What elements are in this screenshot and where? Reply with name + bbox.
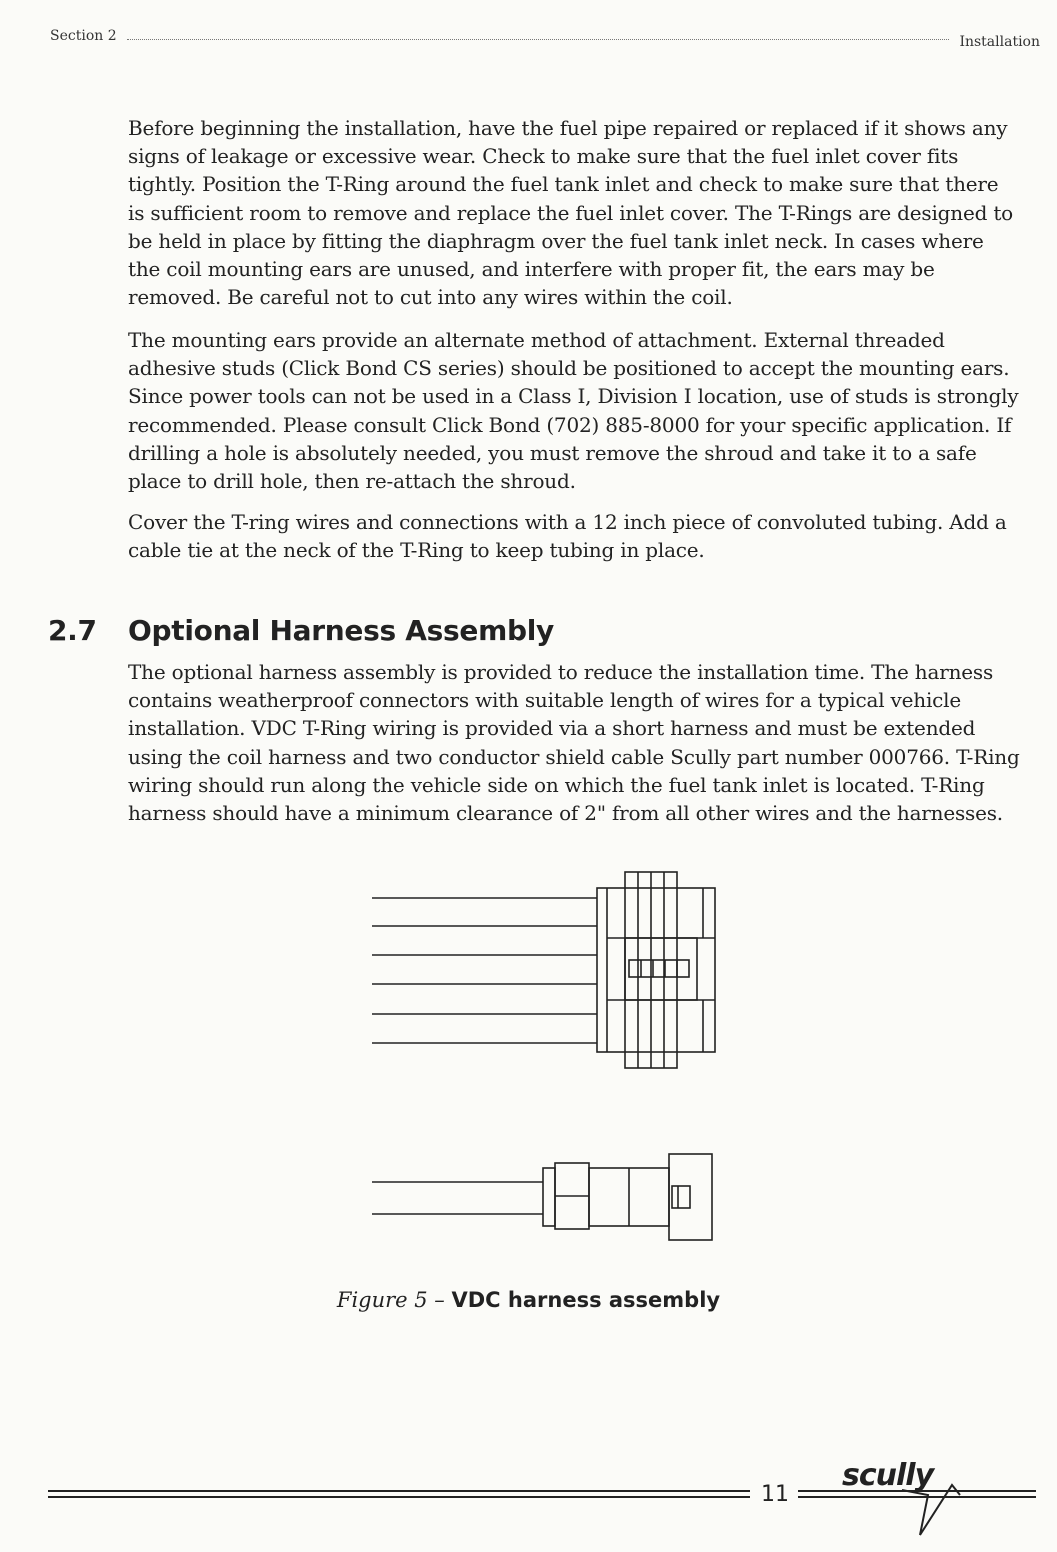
header-title: Installation xyxy=(959,34,1040,50)
paragraph-convoluted-tubing: Cover the T-ring wires and connections with a 12 inch piece of convoluted tubing. Add a cable tie at the neck of the T-Ring to keep tubing in place. xyxy=(128,510,1007,563)
figure-label: Figure 5 – xyxy=(336,1288,445,1312)
page-number: 11 xyxy=(761,1482,789,1507)
header-section: Section 2 xyxy=(50,28,117,44)
harness-connector-bottom xyxy=(372,1154,712,1240)
section-title: Optional Harness Assembly xyxy=(128,614,554,647)
scully-logo-text: scully xyxy=(842,1458,934,1493)
footer-rule-left xyxy=(48,1490,750,1498)
section-number: 2.7 xyxy=(48,614,97,647)
section-body: The optional harness assembly is provided to reduce the installation time. The harness contains weatherproof connectors with suitable length of wires for a typical vehicle installation. VDC T-Ring wiring is provided via a short harness and must be extended using the coil harness and two conductor shield cable Scully part number 000766. T-Ring wiring should run along the vehicle side on which the fuel tank inlet is located. T-Ring harness should have a minimum clearance of 2" from all other wires and the harnesses. xyxy=(128,660,1020,826)
harness-connector-top xyxy=(372,872,715,1068)
figure-title: VDC harness assembly xyxy=(451,1288,721,1312)
scully-logo-icon xyxy=(900,1455,980,1545)
figure-caption xyxy=(0,1288,1057,1312)
paragraph-mounting-ears: The mounting ears provide an alternate method of attachment. External threaded adhesive studs (Click Bond CS series) should be positioned to accept the mounting ears. Since power tools can not be used in a Class I, Division I location, use of studs is strongly recommended. Please consult Click Bond (702) 885-8000 for your specific application. If drilling a hole is absolutely needed, you must remove the shroud and take it to a safe place to drill hole, then re-attach the shroud. xyxy=(128,328,1019,494)
paragraph-fuel-pipe: Before beginning the installation, have the fuel pipe repaired or replaced if it shows any signs of leakage or excessive wear. Check to make sure that the fuel inlet cover fits tightly. Position the T-Ring around the fuel tank inlet and check to make sure that there is sufficient room to remove and replace the fuel inlet cover. The T-Rings are designed to be held in place by fitting the diaphragm over the fuel tank inlet neck. In cases where the coil mounting ears are unused, and interfere with proper fit, the ears may be removed. Be careful not to cut into any wires within the coil. xyxy=(128,116,1014,310)
